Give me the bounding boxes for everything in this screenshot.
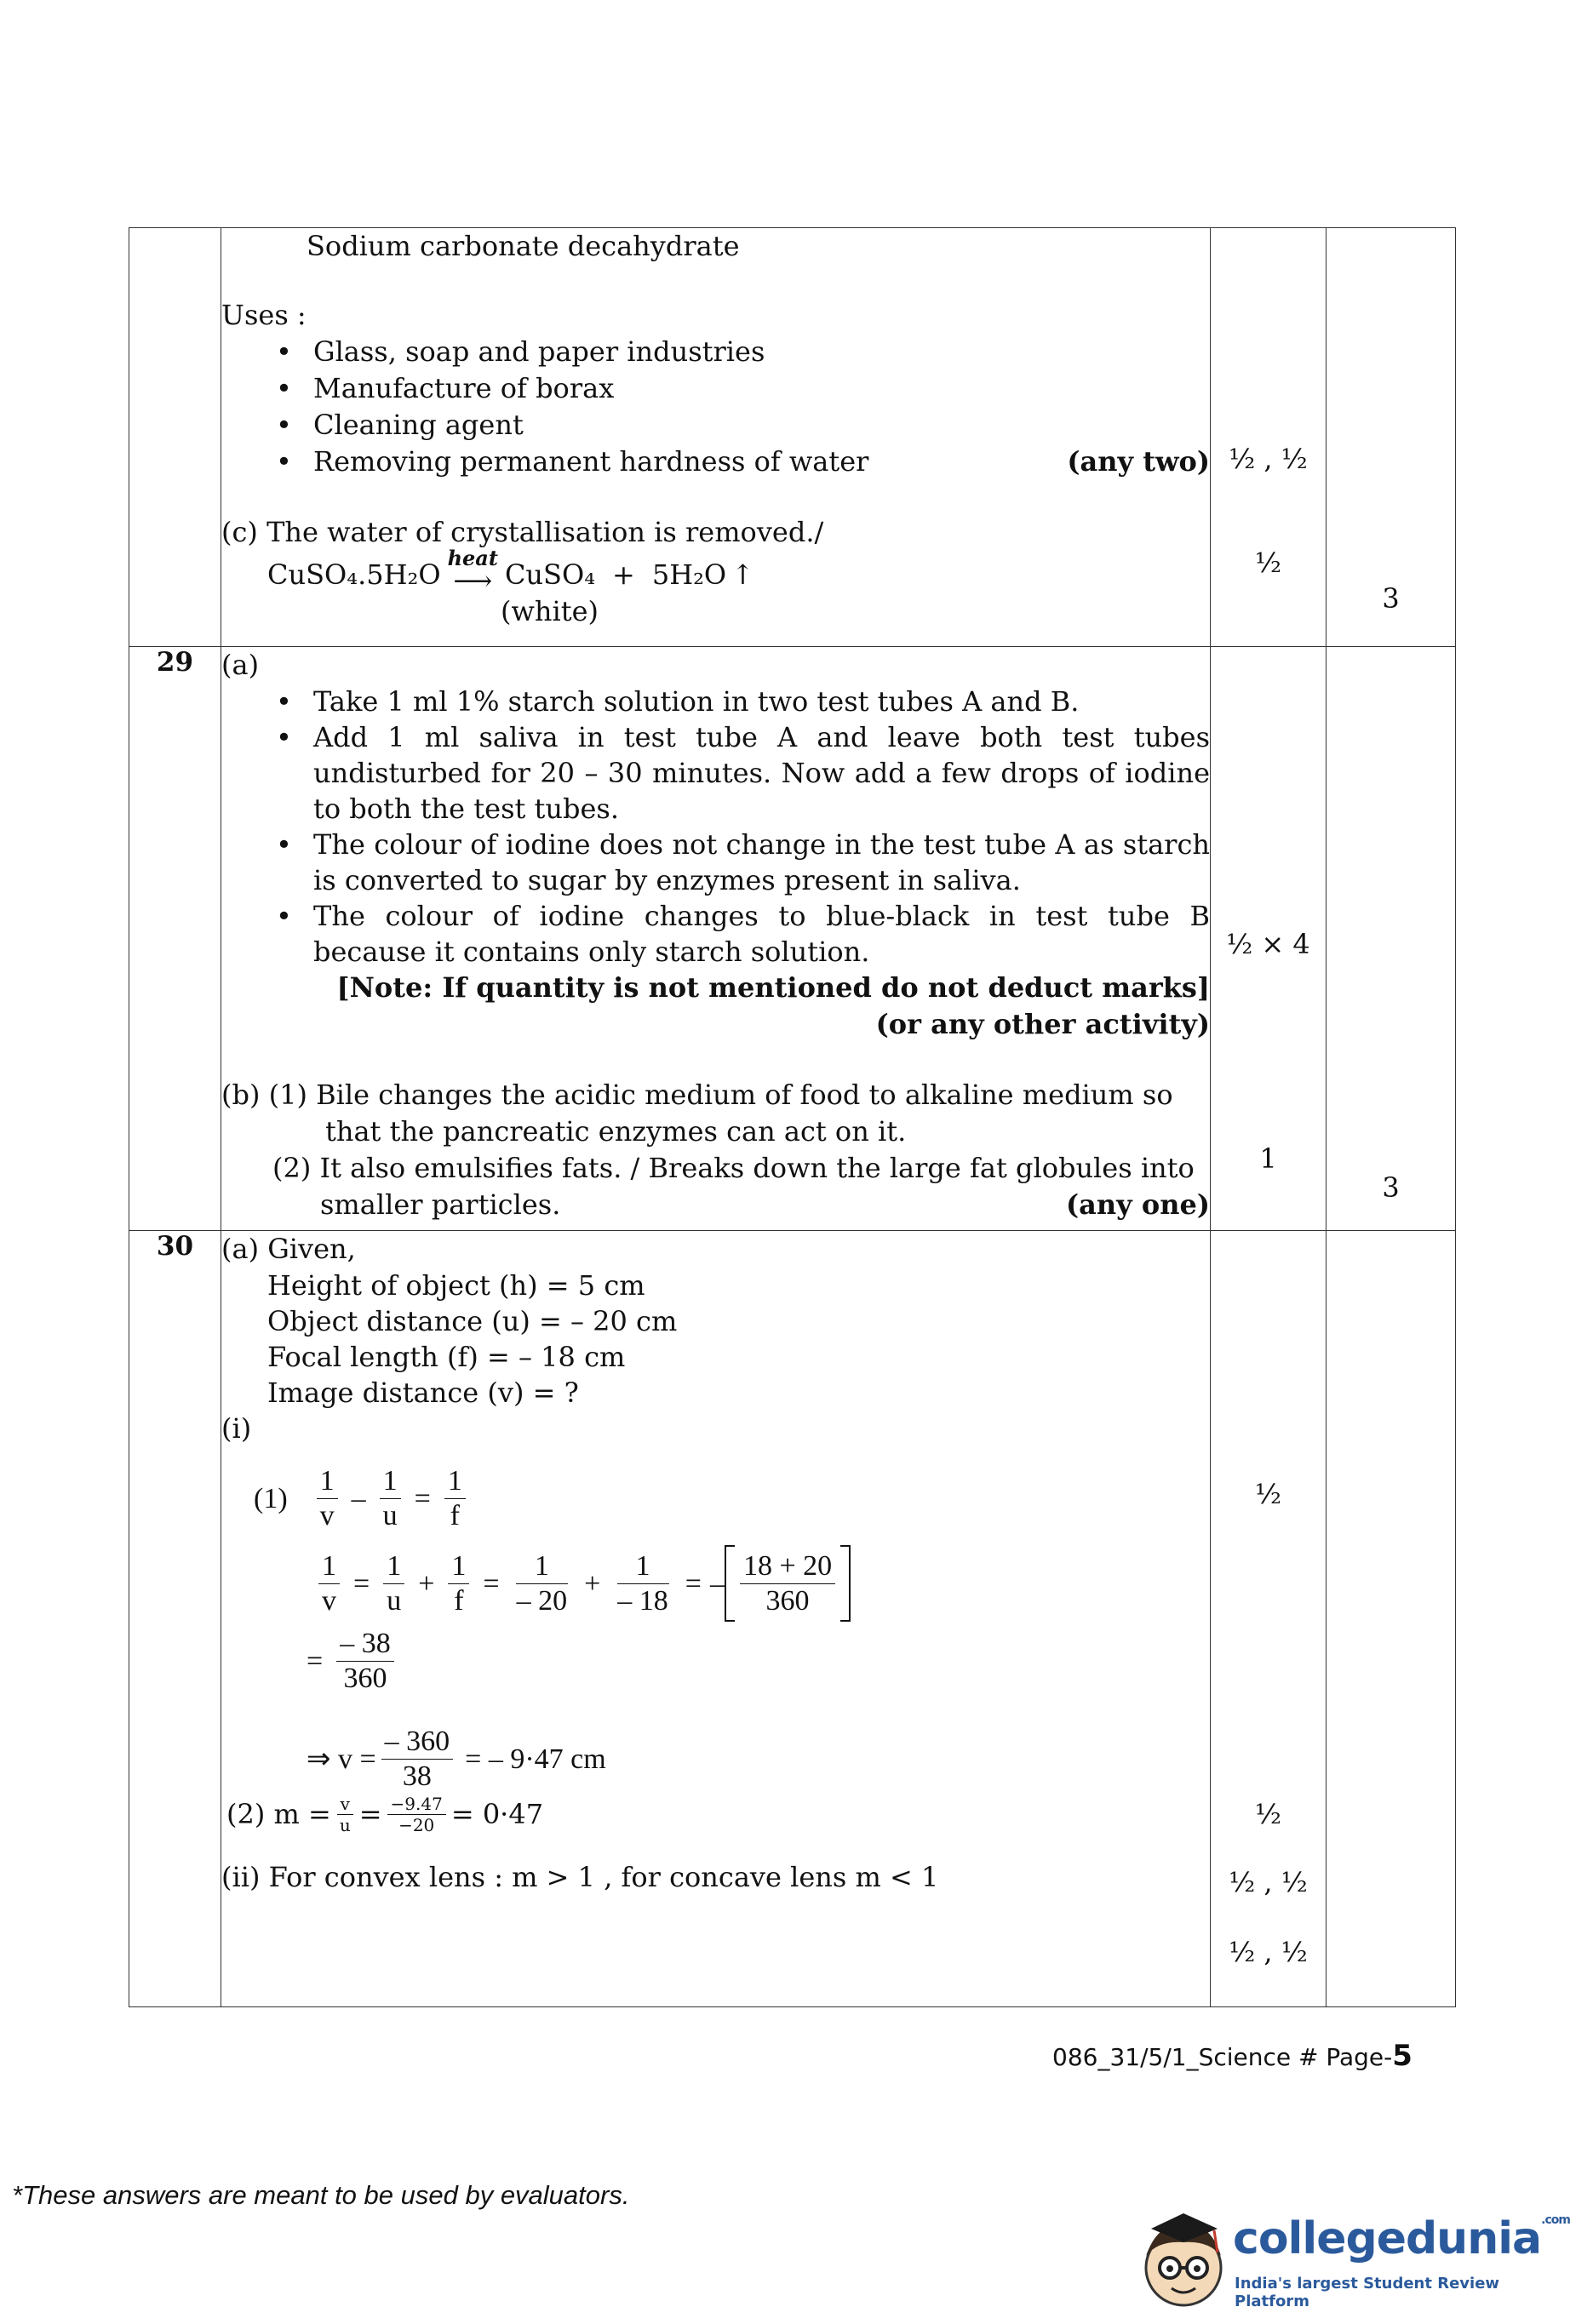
fraction-1-over-v: $\frac{1}{v}$	[317, 1464, 338, 1533]
reaction-equation	[221, 546, 1210, 597]
question-28-row	[129, 228, 1456, 647]
fraction-1-over-u: $\frac{1}{u}$	[380, 1464, 401, 1533]
page-number: 5	[1392, 2039, 1412, 2073]
total-marks: 3	[1382, 1171, 1400, 1204]
question-29-answer	[221, 647, 1211, 1231]
marking-scheme-table	[129, 227, 1456, 2007]
part-i-label: (i)	[221, 1412, 252, 1445]
any-one-note: (any one)	[1066, 1188, 1210, 1221]
magnification-equation: (2) m = $\frac{v}{u}$ = $\frac{-9.47}{-20}$ = 0·47	[226, 1794, 544, 1835]
question-30-row	[129, 1231, 1456, 2007]
list-item: • Glass, soap and paper industries	[313, 334, 1210, 370]
given-image-distance: Image distance (v) = ?	[267, 1377, 579, 1409]
image-distance-result: ⇒ v = $\frac{- 360}{38}$ = – 9·47 cm	[307, 1726, 606, 1792]
white-label: (white)	[501, 595, 599, 627]
mascot-icon	[1132, 2196, 1235, 2321]
part-ii-text: (ii) For convex lens : m > 1 , for concave lens m < 1	[221, 1861, 939, 1893]
total-marks-cell	[1326, 228, 1456, 647]
part-a-label: (a)	[221, 649, 260, 681]
plus-sign: +	[612, 558, 635, 591]
lens-formula: (1) $\frac{1}{v}$ – $\frac{1}{u}$ = $\frac{1}{f}$	[221, 1464, 1210, 1533]
part-b1-line1: (b) (1) Bile changes the acidic medium of food to alkaline medium so	[221, 1079, 1173, 1111]
given-object-distance: Object distance (u) = – 20 cm	[267, 1305, 678, 1337]
given-height: Height of object (h) = 5 cm	[267, 1269, 645, 1302]
logo-wordmark: collegedunia$^{.com}$	[1233, 2213, 1570, 2264]
list-item: • Take 1 ml 1% starch solution in two test tubes A and B.	[313, 684, 1210, 719]
list-item: • Manufacture of borax	[313, 370, 1210, 407]
question-30-answer	[221, 1231, 1211, 2007]
uses-label: Uses :	[221, 299, 307, 331]
list-item	[313, 444, 1210, 480]
compound-name: Sodium carbonate decahydrate	[307, 230, 740, 262]
given-focal-length: Focal length (f) = – 18 cm	[267, 1341, 626, 1373]
collegedunia-logo[interactable]	[1132, 2196, 1570, 2321]
question-29-row	[129, 647, 1456, 1231]
total-marks-cell	[1326, 647, 1456, 1231]
question-number-cell: 30	[129, 1231, 221, 2007]
list-item: • The colour of iodine does not change in the test tube A as starch is converted to sugar by enzymes present in saliva.	[313, 827, 1210, 898]
any-two-note: (any two)	[1067, 445, 1210, 478]
marks-part-b: 1	[1259, 1142, 1277, 1175]
marks-uses: ½ , ½	[1229, 443, 1308, 475]
heat-arrow	[447, 546, 498, 597]
marks-cell	[1211, 228, 1326, 647]
note-text: [Note: If quantity is not mentioned do not deduct marks]	[336, 971, 1210, 1004]
total-marks: 3	[1382, 582, 1400, 615]
part-b2-line1: (2) It also emulsifies fats. / Breaks down the large fat globules into	[272, 1152, 1195, 1184]
question-number-cell	[129, 228, 221, 647]
marks-cell	[1211, 647, 1326, 1231]
list-item: • Add 1 ml saliva in test tube A and leave both test tubes undisturbed for 20 – 30 minutes. Now add a few drops of iodine to both the test tubes.	[313, 719, 1210, 827]
logo-tagline: India's largest Student Review Platform	[1235, 2275, 1500, 2310]
arrow-icon: ⟶	[453, 564, 493, 597]
given-label: (a) Given,	[221, 1233, 356, 1265]
part-b1-line2: that the pancreatic enzymes can act on it.	[325, 1115, 907, 1148]
marks-image-distance: ½	[1254, 1798, 1281, 1830]
part-b2-text: smaller particles.	[320, 1188, 561, 1221]
uses-list	[221, 334, 1210, 480]
evaluator-footnote: *These answers are meant to be used by evaluators.	[12, 2180, 630, 2210]
use-text: • Removing permanent hardness of water	[313, 445, 869, 478]
step1-label: (1)	[254, 1483, 288, 1514]
gas-up-arrow-icon: ↑	[731, 558, 754, 591]
marks-cell	[1211, 1231, 1326, 2007]
total-marks-cell	[1326, 1231, 1456, 2007]
marks-part-ii: ½ , ½	[1229, 1936, 1308, 1968]
simplified-fraction: = $\frac{- 38}{360}$	[221, 1627, 1210, 1696]
marks-part-a: ½ × 4	[1226, 928, 1310, 960]
part-b2-line2	[221, 1187, 1210, 1223]
reactant: CuSO₄.5H₂O	[267, 558, 441, 591]
page-label: 086_31/5/1_Science # Page-	[1052, 2043, 1393, 2071]
list-item: • The colour of iodine changes to blue-black in test tube B because it contains only starch solution.	[313, 898, 1210, 970]
product-cuso4: CuSO₄	[504, 558, 596, 591]
part-c-text: (c) The water of crystallisation is removed./	[221, 516, 824, 548]
list-item: • Cleaning agent	[313, 407, 1210, 444]
substitution-equation: $\frac{1}{v}$ = $\frac{1}{u}$ + $\frac{1}{f}$ = $\frac{1}{- 20}$ + $\frac{1}{- 18}$ = – $\frac{18 + 20}{360}$	[221, 1545, 1210, 1622]
marks-formula: ½	[1254, 1478, 1281, 1510]
bracket-expression: $\frac{18 + 20}{360}$	[725, 1545, 851, 1622]
fraction-1-over-f: $\frac{1}{f}$	[444, 1464, 466, 1533]
heat-label: heat	[447, 546, 498, 570]
question-number-cell: 29	[129, 647, 221, 1231]
activity-steps	[221, 684, 1210, 970]
product-water: 5H₂O	[651, 558, 727, 591]
question-28-answer	[221, 228, 1211, 647]
marks-magnification: ½ , ½	[1229, 1866, 1308, 1898]
page-footer	[1052, 2039, 1412, 2073]
other-activity-note: (or any other activity)	[875, 1008, 1210, 1040]
marks-part-c: ½	[1254, 547, 1281, 579]
